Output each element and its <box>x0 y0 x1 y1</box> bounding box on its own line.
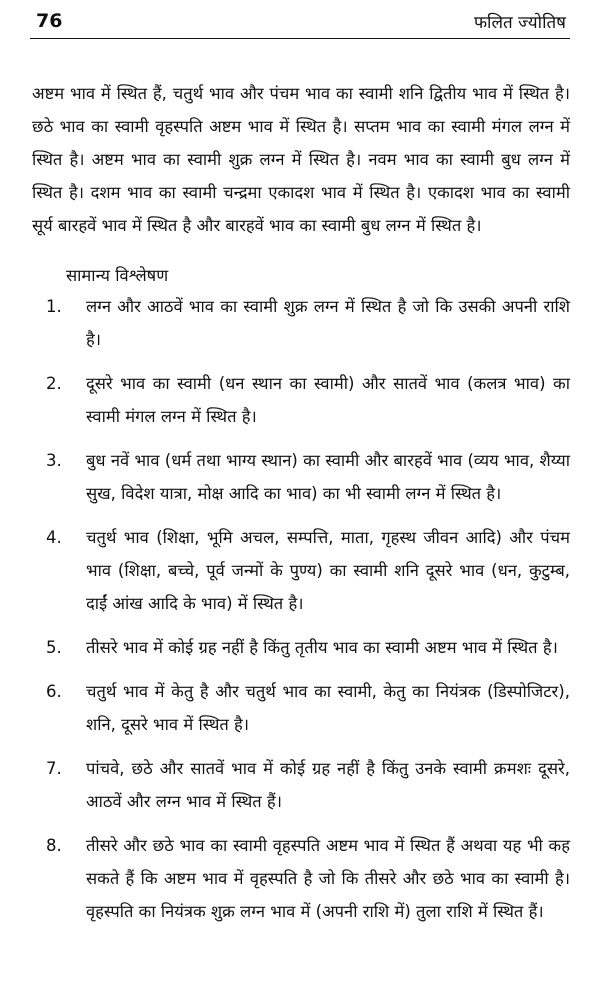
item-text: तीसरे भाव में कोई ग्रह नहीं है किंतु तृतीय भाव का स्वामी अष्टम भाव में स्थित है। <box>86 638 558 657</box>
header-rule <box>30 38 570 39</box>
item-number: 3. <box>46 451 62 470</box>
item-number: 5. <box>46 638 62 657</box>
list-item <box>30 290 570 356</box>
item-text: दूसरे भाव का स्वामी (धन स्थान का स्वामी) और सातवें भाव (कलत्र भाव) का स्वामी मंगल लग्न में स्थित है। <box>86 374 570 426</box>
item-text: लग्न और आठवें भाव का स्वामी शुक्र लग्न में स्थित है जो कि उसकी अपनी राशि है। <box>86 297 570 349</box>
item-text: तीसरे और छठे भाव का स्वामी वृहस्पति अष्टम भाव में स्थित हैं अथवा यह भी कह सकते हैं कि अष्टम भाव में वृहस्पति है जो कि तीसरे और छठे भाव का स्वामी है। वृहस्पति का नियंत्रक शुक्र लग्न भाव में (अपनी राशि में) तुला राशि में स्थित हैं। <box>86 836 570 921</box>
list-item <box>30 444 570 510</box>
item-number: 6. <box>46 682 62 701</box>
item-text: चतुर्थ भाव में केतु है और चतुर्थ भाव का स्वामी, केतु का नियंत्रक (डिस्पोजिटर), शनि, दूसरे भाव में स्थित है। <box>86 682 570 734</box>
list-item <box>30 521 570 620</box>
item-number: 8. <box>46 836 62 855</box>
list-item <box>30 367 570 433</box>
intro-paragraph: अष्टम भाव में स्थित हैं, चतुर्थ भाव और पंचम भाव का स्वामी शनि द्वितीय भाव में स्थित है। छठे भाव का स्वामी वृहस्पति अष्टम भाव में स्थित है। सप्तम भाव का स्वामी मंगल लग्न में स्थित है। अष्टम भाव का स्वामी शुक्र लग्न में स्थित है। नवम भाव का स्वामी बुध लग्न में स्थित है। दशम भाव का स्वामी चन्द्रमा एकादश भाव में स्थित है। एकादश भाव का स्वामी सूर्य बारहवें भाव में स्थित है और बारहवें भाव का स्वामी बुध लग्न में स्थित है। <box>32 83 570 235</box>
item-text: पांचवे, छठे और सातवें भाव में कोई ग्रह नहीं है किंतु उनके स्वामी क्रमशः दूसरे, आठवें और लग्न भाव में स्थित हैं। <box>86 759 570 811</box>
item-number: 2. <box>46 374 62 393</box>
item-text: बुध नवें भाव (धर्म तथा भाग्य स्थान) का स्वामी और बारहवें भाव (व्यय भाव, शैय्या सुख, विदेश यात्रा, मोक्ष आदि का भाव) का भी स्वामी लग्न में स्थित है। <box>86 451 570 503</box>
list-item <box>30 631 570 664</box>
running-title: फलित ज्योतिष <box>473 13 566 33</box>
item-number: 7. <box>46 759 62 778</box>
item-number: 4. <box>46 528 62 547</box>
list-item <box>30 829 570 928</box>
analysis-list <box>30 290 570 939</box>
list-item <box>30 752 570 818</box>
list-item <box>30 675 570 741</box>
item-text: चतुर्थ भाव (शिक्षा, भूमि अचल, सम्पत्ति, माता, गृहस्थ जीवन आदि) और पंचम भाव (शिक्षा, बच्चे, पूर्व जन्मों के पुण्य) का स्वामी शनि दूसरे भाव (धन, कुटुम्ब, दाईं आंख आदि के भाव) में स्थित है। <box>86 528 570 613</box>
page-header <box>30 8 570 40</box>
section-heading: सामान्य विश्लेषण <box>66 266 169 285</box>
page-number: 76 <box>36 10 63 32</box>
item-number: 1. <box>46 297 62 316</box>
